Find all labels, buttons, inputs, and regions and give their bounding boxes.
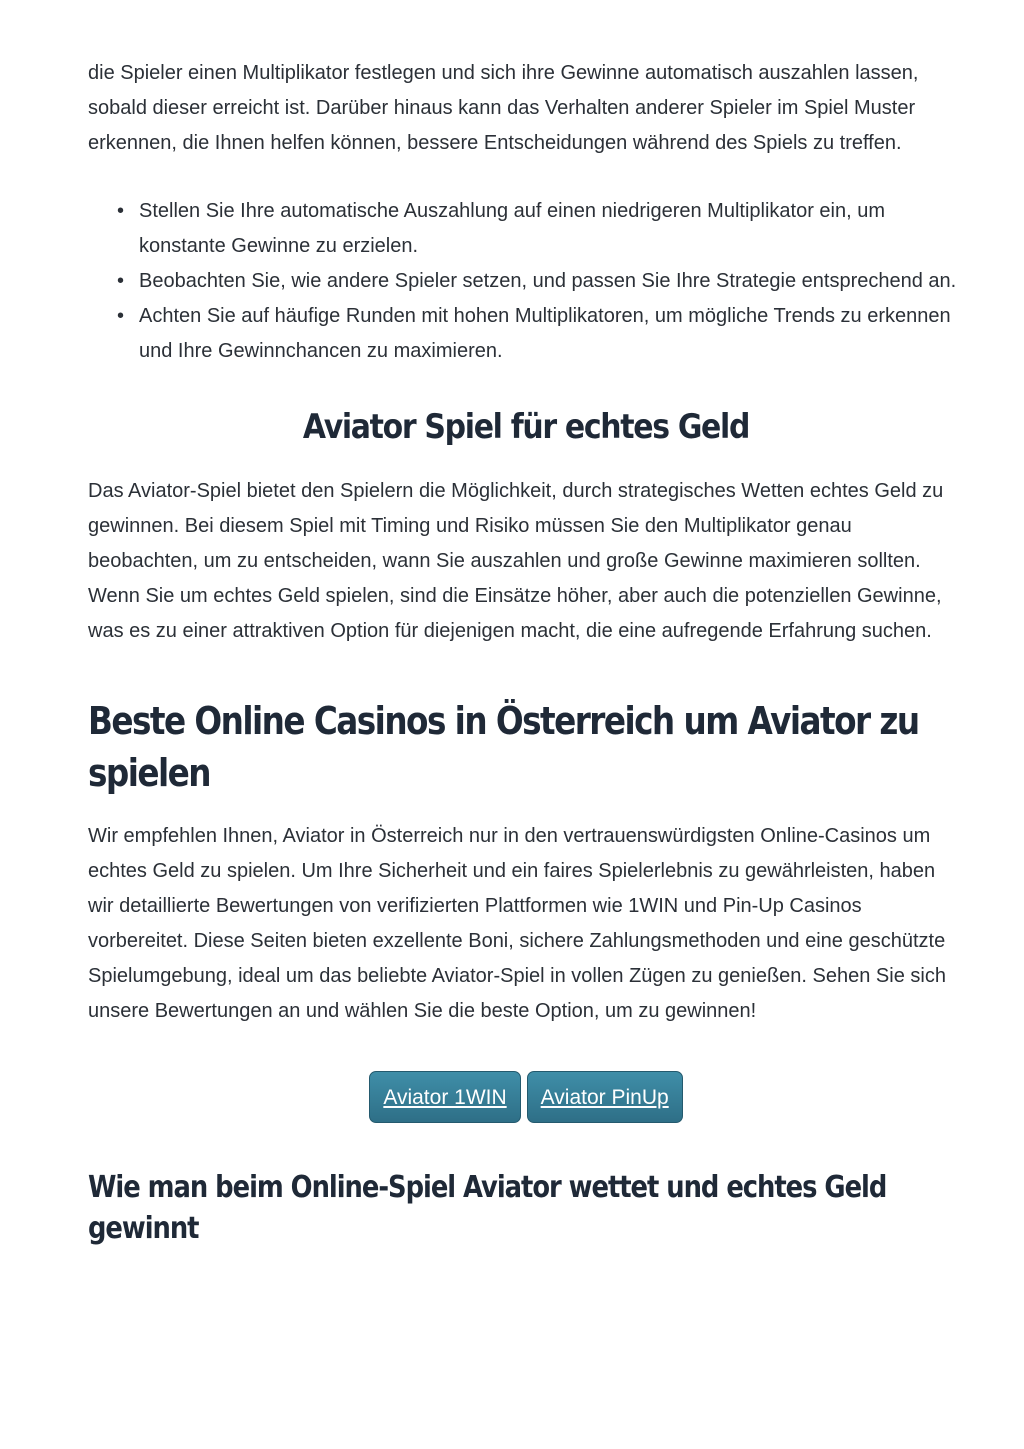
tip-text: Stellen Sie Ihre automatische Auszahlung auf einen niedrigeren Multiplikator ein, um konstante Gewinne zu erzielen. xyxy=(139,200,885,257)
heading-echtes-geld: Aviator Spiel für echtes Geld xyxy=(302,407,750,447)
bullet-icon: • xyxy=(117,200,125,222)
list-item xyxy=(117,299,964,369)
bullet-icon: • xyxy=(117,305,125,327)
heading-beste-casinos: Beste Online Casinos in Österreich um Aviator zu spielen xyxy=(88,699,919,795)
aviator-1win-button[interactable]: Aviator 1WIN xyxy=(369,1071,520,1123)
list-item xyxy=(117,194,964,264)
tip-text: Achten Sie auf häufige Runden mit hohen Multiplikatoren, um mögliche Trends zu erkennen und Ihre Gewinnchancen zu maximieren. xyxy=(139,305,951,362)
bullet-icon: • xyxy=(117,270,125,292)
heading-wie-man-wettet: Wie man beim Online-Spiel Aviator wettet und echtes Geld gewinnt xyxy=(88,1170,887,1246)
casinos-paragraph: Wir empfehlen Ihnen, Aviator in Österreich nur in den vertrauenswürdigsten Online-Casinos um echtes Geld zu spielen. Um Ihre Sicherheit und ein faires Spielerlebnis zu gewährleisten, haben wir detaillierte Bewertungen von verifizierten Plattformen wie 1WIN und Pin-Up Casinos vorbereitet. Diese Seiten bieten exzellente Boni, sichere Zahlungsmethoden und eine geschützte Spielumgebung, ideal um das beliebte Aviator-Spiel in vollen Zügen zu genießen. Sehen Sie sich unsere Bewertungen an und wählen Sie die beste Option, um zu gewinnen! xyxy=(88,825,946,1022)
echtes-geld-paragraph: Das Aviator-Spiel bietet den Spielern die Möglichkeit, durch strategisches Wetten echtes Geld zu gewinnen. Bei diesem Spiel mit Timing und Risiko müssen Sie den Multiplikator genau beobachten, um zu entscheiden, wann Sie auszahlen und große Gewinne maximieren sollten. Wenn Sie um echtes Geld spielen, sind die Einsätze höher, aber auch die potenziellen Gewinne, was es zu einer attraktiven Option für diejenigen macht, die eine aufregende Erfahrung suchen. xyxy=(88,480,944,642)
list-item xyxy=(117,264,964,299)
tip-text: Beobachten Sie, wie andere Spieler setzen, und passen Sie Ihre Strategie entsprechend an. xyxy=(139,270,957,292)
tips-list xyxy=(88,194,964,369)
aviator-pinup-button[interactable]: Aviator PinUp xyxy=(527,1071,683,1123)
intro-paragraph: die Spieler einen Multiplikator festlegen und sich ihre Gewinne automatisch auszahlen lassen, sobald dieser erreicht ist. Darüber hinaus kann das Verhalten anderer Spieler im Spiel Muster erkennen, die Ihnen helfen können, bessere Entscheidungen während des Spiels zu treffen. xyxy=(88,62,919,154)
article-content xyxy=(88,56,964,1249)
casino-buttons xyxy=(88,1071,964,1123)
